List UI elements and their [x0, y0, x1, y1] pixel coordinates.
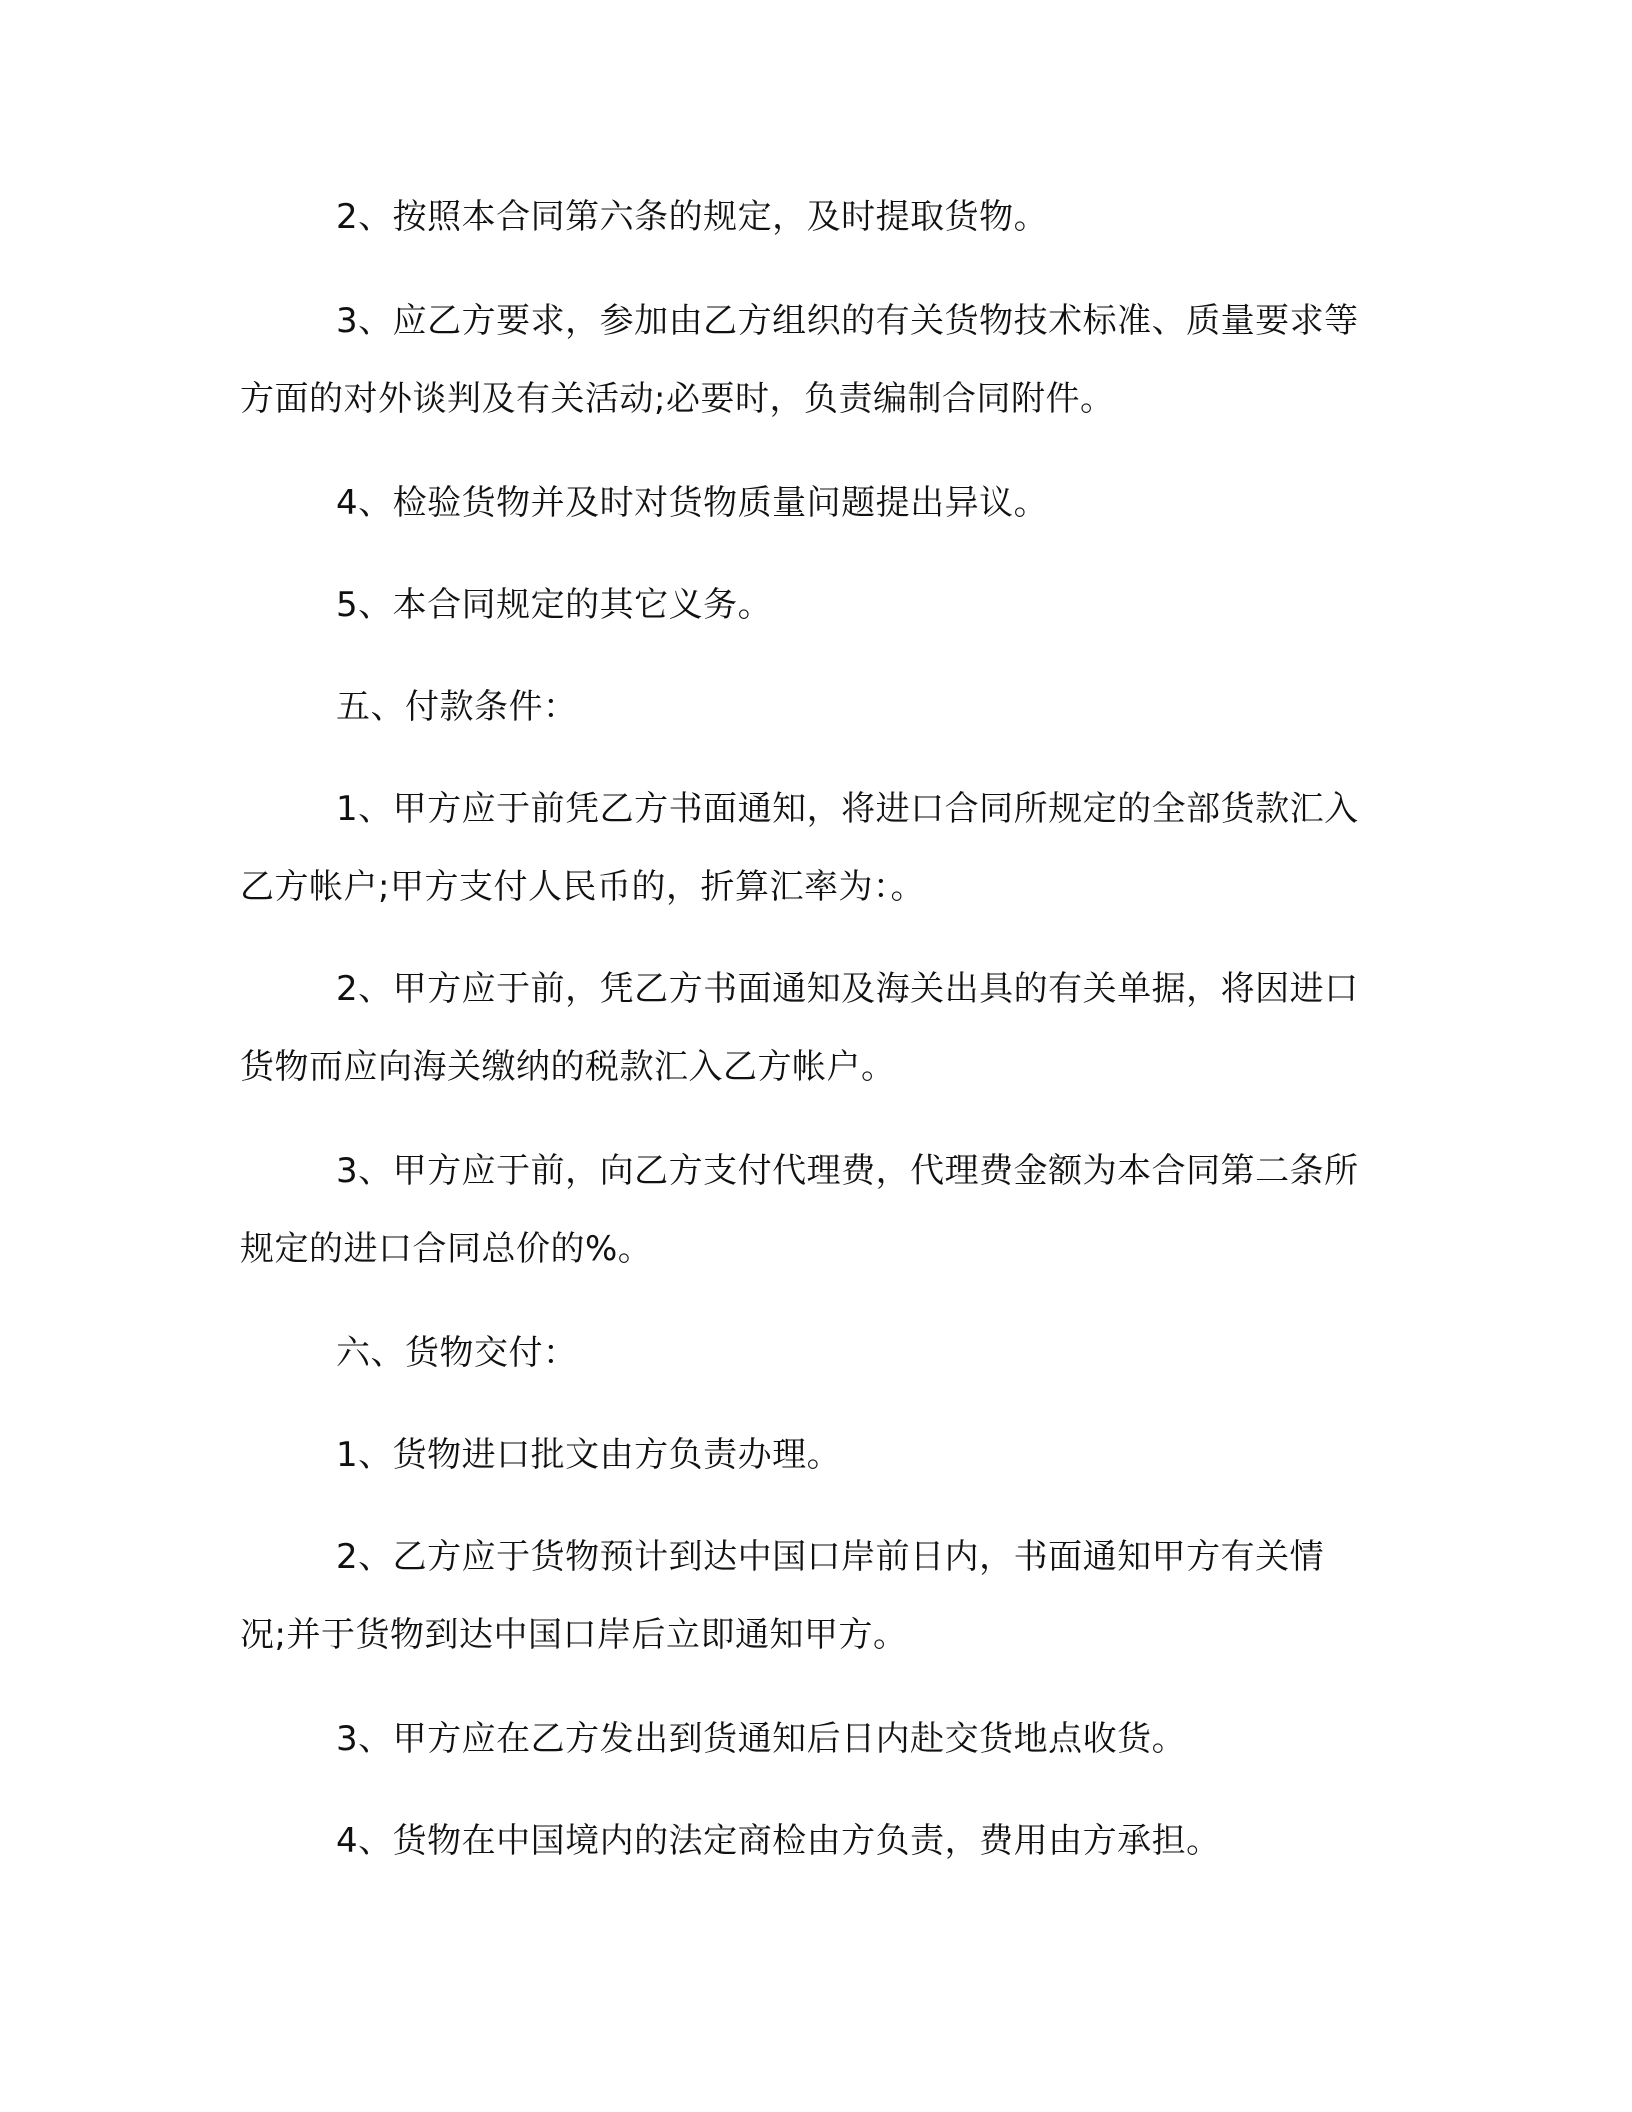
paragraph-payment-3: 3、甲方应于前，向乙方支付代理费，代理费金额为本合同第二条所规定的进口合同总价的%。 [240, 1151, 1359, 1269]
paragraph-delivery-4: 4、货物在中国境内的法定商检由方负责，费用由方承担。 [336, 1821, 1221, 1861]
section-heading-delivery: 六、货物交付： [336, 1333, 578, 1373]
paragraph-obligation-2: 2、按照本合同第六条的规定，及时提取货物。 [336, 197, 1049, 237]
paragraph-delivery-1: 1、货物进口批文由方负责办理。 [336, 1435, 842, 1475]
paragraph-delivery-2: 2、乙方应于货物预计到达中国口岸前日内，书面通知甲方有关情况;并于货物到达中国口岸后立即通知甲方。 [240, 1537, 1325, 1655]
paragraph-delivery-3: 3、甲方应在乙方发出到货通知后日内赴交货地点收货。 [336, 1719, 1187, 1759]
paragraph-obligation-5: 5、本合同规定的其它义务。 [336, 585, 773, 625]
paragraph-obligation-4: 4、检验货物并及时对货物质量问题提出异议。 [336, 483, 1049, 523]
section-heading-payment: 五、付款条件： [336, 687, 578, 727]
paragraph-payment-2: 2、甲方应于前，凭乙方书面通知及海关出具的有关单据，将因进口货物而应向海关缴纳的税款汇入乙方帐户。 [240, 969, 1359, 1087]
paragraph-payment-1: 1、甲方应于前凭乙方书面通知，将进口合同所规定的全部货款汇入乙方帐户;甲方支付人民币的，折算汇率为：。 [240, 789, 1359, 907]
paragraph-obligation-3: 3、应乙方要求，参加由乙方组织的有关货物技术标准、质量要求等方面的对外谈判及有关活动;必要时，负责编制合同附件。 [240, 301, 1359, 419]
